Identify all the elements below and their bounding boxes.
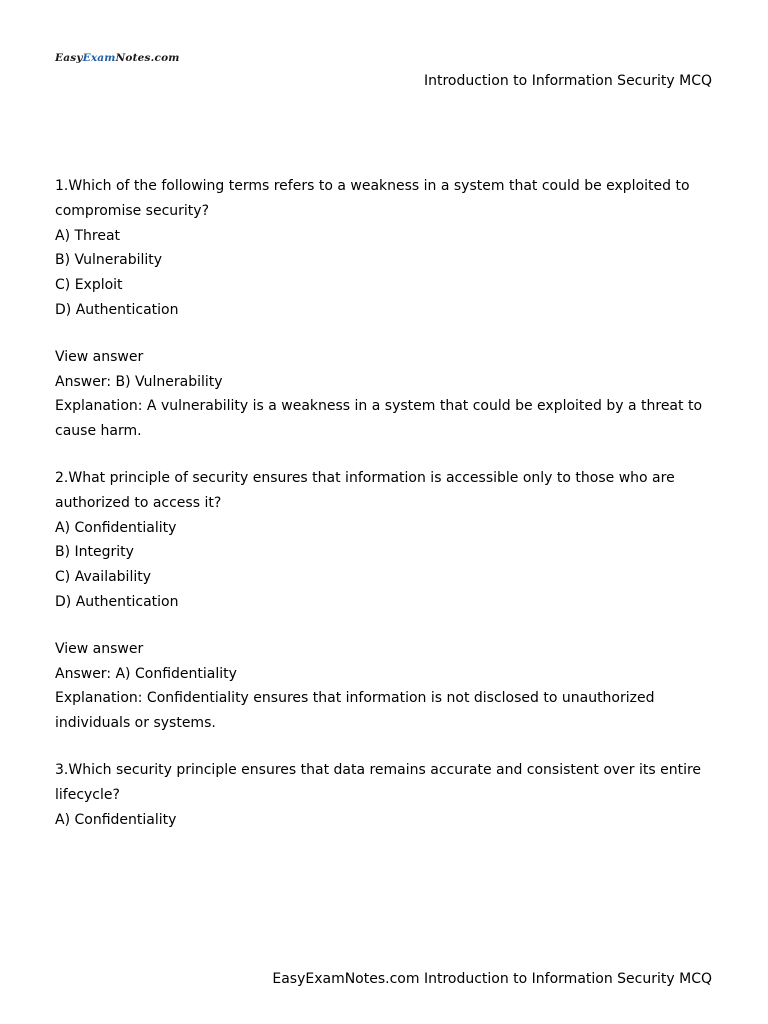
page-header-title: Introduction to Information Security MCQ bbox=[423, 73, 712, 89]
logo-text-notes: Notes.com bbox=[115, 52, 180, 64]
question-block-2 bbox=[55, 466, 715, 615]
question-text: 3.Which security principle ensures that data remains accurate and consistent over its entire lifecycle? bbox=[55, 761, 702, 803]
site-logo bbox=[55, 52, 180, 64]
answer-text: Answer: B) Vulnerability bbox=[55, 373, 223, 390]
option-a: A) Confidentiality bbox=[55, 519, 177, 536]
question-block-1 bbox=[55, 174, 715, 323]
option-d: D) Authentication bbox=[55, 301, 179, 318]
mcq-content bbox=[55, 174, 715, 832]
page-footer: EasyExamNotes.com Introduction to Information Security MCQ bbox=[272, 971, 712, 987]
answer-block-1 bbox=[55, 345, 715, 444]
option-c: C) Exploit bbox=[55, 277, 123, 294]
answer-text: Answer: A) Confidentiality bbox=[55, 665, 237, 682]
view-answer-link[interactable]: View answer bbox=[55, 348, 144, 365]
question-block-3 bbox=[55, 758, 715, 832]
option-b: B) Integrity bbox=[55, 544, 134, 561]
option-d: D) Authentication bbox=[55, 593, 179, 610]
option-c: C) Availability bbox=[55, 569, 151, 586]
view-answer-link[interactable]: View answer bbox=[55, 640, 144, 657]
logo-text-exam: Exam bbox=[82, 52, 116, 64]
option-a: A) Threat bbox=[55, 227, 121, 244]
explanation-text: Explanation: A vulnerability is a weakness in a system that could be exploited by a threat to cause harm. bbox=[55, 398, 703, 440]
option-b: B) Vulnerability bbox=[55, 252, 163, 269]
question-text: 2.What principle of security ensures that information is accessible only to those who are authorized to access it? bbox=[55, 469, 675, 511]
answer-block-2 bbox=[55, 637, 715, 736]
explanation-text: Explanation: Confidentiality ensures that information is not disclosed to unauthorized individuals or systems. bbox=[55, 690, 655, 732]
option-a: A) Confidentiality bbox=[55, 811, 177, 828]
question-text: 1.Which of the following terms refers to a weakness in a system that could be exploited to compromise security? bbox=[55, 178, 690, 219]
logo-text-easy: Easy bbox=[55, 52, 83, 64]
